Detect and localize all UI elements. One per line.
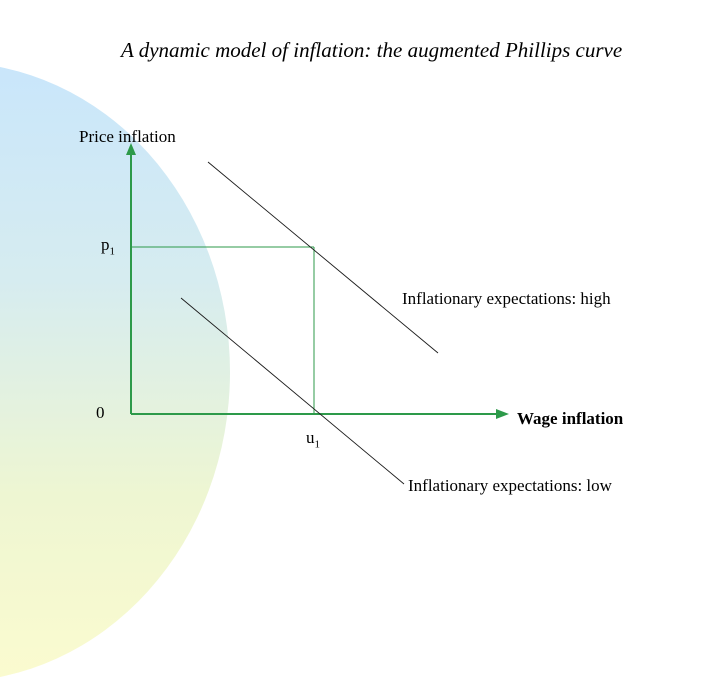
p1-label bbox=[101, 235, 115, 257]
curve-low-expectations bbox=[181, 298, 404, 484]
origin-label: 0 bbox=[96, 403, 105, 422]
u1-label-base: u bbox=[306, 428, 315, 447]
slide-title: A dynamic model of inflation: the augmented Phillips curve bbox=[121, 38, 623, 62]
x-axis-arrowhead bbox=[496, 409, 509, 419]
y-axis-label: Price inflation bbox=[79, 127, 176, 146]
p1-label-subscript: 1 bbox=[109, 245, 115, 258]
curve-low-label: Inflationary expectations: low bbox=[408, 476, 612, 495]
p1-label-base: p bbox=[101, 235, 110, 254]
u1-label bbox=[306, 428, 320, 450]
u1-label-subscript: 1 bbox=[314, 438, 320, 451]
curve-high-label: Inflationary expectations: high bbox=[402, 289, 611, 308]
x-axis-label: Wage inflation bbox=[517, 409, 624, 428]
curve-high-expectations bbox=[208, 162, 438, 353]
